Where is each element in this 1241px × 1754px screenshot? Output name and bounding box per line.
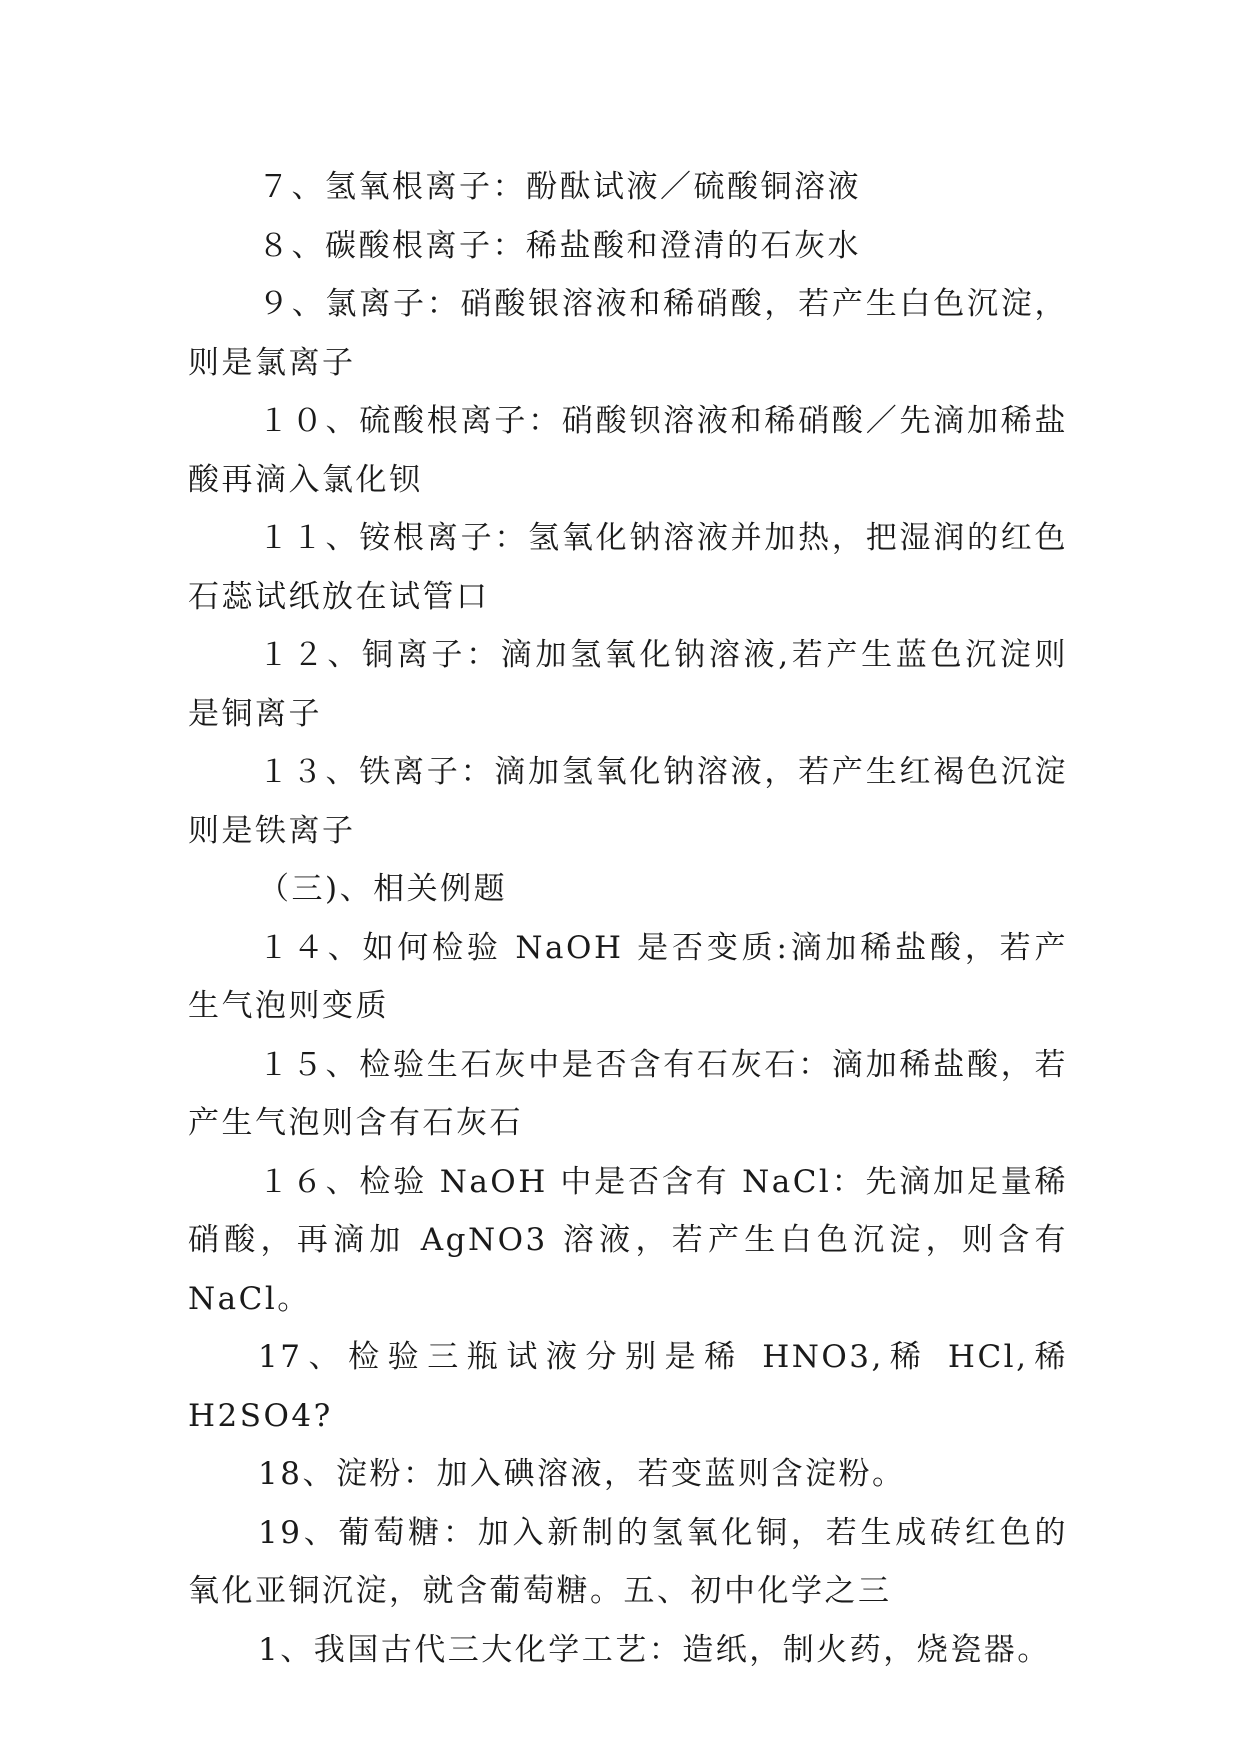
paragraph-18: 18、淀粉：加入碘溶液，若变蓝则含淀粉。 <box>258 1456 906 1492</box>
paragraph-9: ９、氯离子：硝酸银溶液和稀硝酸，若产生白色沉淀，则是氯离子 <box>188 286 1068 381</box>
paragraph-19: 19、葡萄糖：加入新制的氢氧化铜，若生成砖红色的氧化亚铜沉淀，就含葡萄糖。五、初中化学之三 <box>188 1514 1068 1609</box>
paragraph-8: ８、碳酸根离子：稀盐酸和澄清的石灰水 <box>258 227 861 264</box>
paragraph-16: １６、检验 NaOH 中是否含有 NaCl：先滴加足量稀硝酸，再滴加 AgNO3 溶液，若产生白色沉淀，则含有 NaCl。 <box>188 1163 1068 1317</box>
paragraph-14: １４、如何检验 NaOH 是否变质:滴加稀盐酸，若产生气泡则变质 <box>188 929 1068 1024</box>
document-body <box>188 158 1068 1679</box>
paragraph-10: １０、硫酸根离子：硝酸钡溶液和稀硝酸／先滴加稀盐酸再滴入氯化钡 <box>188 403 1068 498</box>
section-heading-examples: （三)、相关例题 <box>258 871 508 907</box>
paragraph-13: １３、铁离子：滴加氢氧化钠溶液，若产生红褐色沉淀则是铁离子 <box>188 754 1068 849</box>
paragraph-11: １１、铵根离子：氢氧化钠溶液并加热，把湿润的红色石蕊试纸放在试管口 <box>188 520 1068 615</box>
paragraph-17: 17、检验三瓶试液分别是稀 HNO3,稀 HCl,稀 H2SO4? <box>188 1339 1068 1434</box>
paragraph-1-section-three: 1、我国古代三大化学工艺：造纸，制火药，烧瓷器。 <box>258 1631 1051 1668</box>
paragraph-12: １２、铜离子：滴加氢氧化钠溶液,若产生蓝色沉淀则是铜离子 <box>188 637 1068 732</box>
paragraph-7: ７、氢氧根离子：酚酞试液／硫酸铜溶液 <box>258 169 861 205</box>
paragraph-15: １５、检验生石灰中是否含有石灰石：滴加稀盐酸，若产生气泡则含有石灰石 <box>188 1046 1068 1141</box>
